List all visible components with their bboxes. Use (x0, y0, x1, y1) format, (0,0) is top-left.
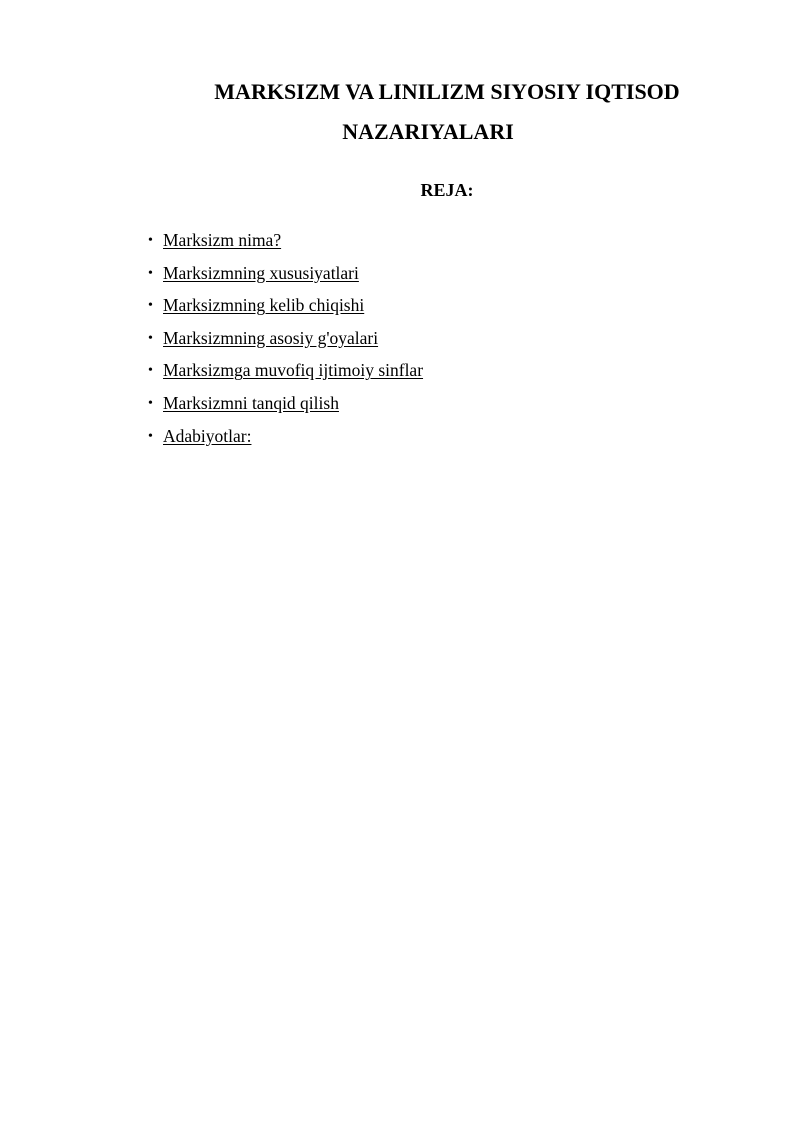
plan-link-kelib-chiqishi[interactable]: Marksizmning kelib chiqishi (163, 295, 365, 316)
bullet-icon: • (148, 265, 153, 281)
plan-link-adabiyotlar[interactable]: Adabiyotlar: (163, 425, 252, 446)
plan-heading: REJA: (420, 180, 474, 200)
plan-link-marksizm-nima[interactable]: Marksizm nima? (163, 230, 282, 250)
plan-link-ijtimoiy-sinflar[interactable]: Marksizmga muvofiq ijtimoiy sinflar (163, 360, 424, 381)
plan-link-asosiy-goyalari[interactable]: Marksizmning asosiy g'oyalari (163, 327, 379, 348)
plan-link-xususiyatlari[interactable]: Marksizmning xususiyatlari (163, 262, 359, 283)
bullet-icon: • (148, 330, 153, 346)
list-item (148, 358, 423, 391)
page-title-line-1: MARKSIZM VA LINILIZM SIYOSIY IQTISOD (214, 79, 680, 104)
list-item (148, 391, 423, 424)
plan-link-tanqid-qilish[interactable]: Marksizmni tanqid qilish (163, 392, 339, 413)
list-item (148, 293, 423, 326)
plan-list (148, 228, 423, 456)
list-item (148, 261, 423, 294)
bullet-icon: • (148, 428, 153, 444)
bullet-icon: • (148, 395, 153, 411)
page-title-line-2: NAZARIYALARI (342, 119, 514, 144)
list-item (148, 228, 423, 261)
bullet-icon: • (148, 233, 153, 248)
list-item (148, 424, 423, 457)
list-item (148, 326, 423, 359)
bullet-icon: • (148, 298, 153, 314)
bullet-icon: • (148, 363, 153, 379)
